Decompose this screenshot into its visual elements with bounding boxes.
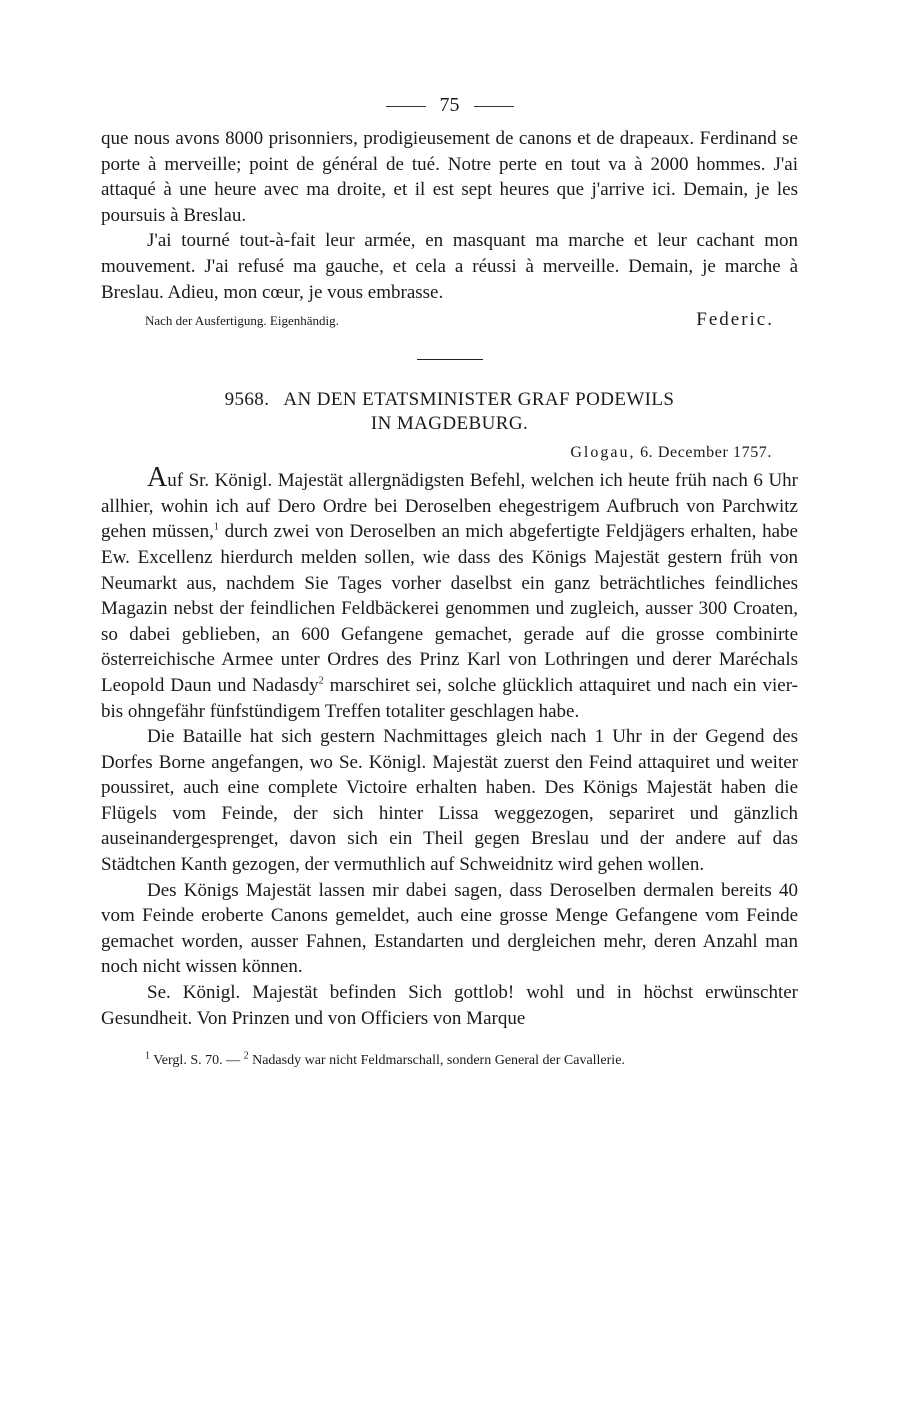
- document-number: 9568.: [224, 389, 270, 411]
- letter-footer: [101, 309, 798, 331]
- place-date-line: [101, 444, 772, 462]
- document-title-line1: AN DEN ETATSMINISTER GRAF PODEWILS: [283, 389, 675, 411]
- footnotes: [101, 1051, 798, 1071]
- source-note: Nach der Ausfertigung. Eigenhändig.: [145, 313, 339, 329]
- header-rule-right: [474, 106, 514, 107]
- document-heading: [101, 388, 798, 436]
- footnote-marker-1: 1: [145, 1050, 150, 1062]
- document-place: Glogau,: [570, 444, 636, 462]
- footnote-marker-2: 2: [243, 1050, 249, 1062]
- paragraph-text: durch zwei von Deroselben an mich abgefertigte Feldjägers erhalten, habe Ew. Excellenz hierdurch melden sollen, wie dass des Königs Majestät gestern früh von Neumarkt aus, nachdem Sie Tages vorher daselbst ein ganz beträchtliches feindliches Magazin nebst der feindlichen Feldbäckerei genommen und zugleich, ausser 300 Croaten, so dabei geblieben, an 600 Gefangene gemachet, gerade auf die grosse combinirte österreichische Armee unter Ordres des Prinz Karl von Lothringen und derer Maréchals Leopold Daun und Nadasdy: [101, 521, 798, 696]
- footnote-text-1: Vergl. S. 70. —: [150, 1053, 244, 1069]
- footnote-ref-2[interactable]: 2: [318, 675, 324, 687]
- footnote-2: [243, 1050, 625, 1069]
- book-page: [101, 88, 798, 1071]
- page-number: 75: [439, 94, 460, 116]
- signature: Federic.: [696, 309, 774, 331]
- document-paragraph: Die Bataille hat sich gestern Nachmittages gleich nach 1 Uhr in der Gegend des Dorfes Borne angefangen, wo Se. Königl. Majestät zuerst den Feind attaquiret und weiter poussiret, auch eine complete Victoire erhalten haben. Des Königs Majestät haben die Flügels vom Feinde, der sich hinter Lissa weggezogen, separiret und gänzlich auseinandergesprenget, davon sich ein Theil gegen Breslau und der andere auf das Städtchen Kanth gezogen, der vermuthlich auf Schweidnitz wird gehen wollen.: [101, 726, 798, 876]
- document-paragraph: Des Königs Majestät lassen mir dabei sagen, dass Deroselben dermalen bereits 40 vom Feinde eroberte Canons gemeldet, auch eine grosse Menge Gefangene vom Feinde gemachet worden, ausser Fahnen, Estandarten und dergleichen mehr, deren Anzahl man noch nicht wissen können.: [101, 879, 798, 978]
- footnote-ref-1[interactable]: 1: [213, 522, 219, 534]
- initial-letter: A: [147, 462, 168, 494]
- paragraph-text: uf Sr. Königl. Majestät allergnädigsten Befehl, welchen ich heute früh nach 6 Uhr allhier, wohin ich auf Dero Ordre bei Deroselben ehegestrigem Aufbruch von Parchwitz gehen müssen,: [101, 470, 798, 543]
- header-rule-left: [386, 106, 426, 107]
- footnote-text-2: Nadasdy war nicht Feldmarschall, sondern General der Cavallerie.: [248, 1053, 625, 1069]
- document-title-line2: IN MAGDEBURG.: [370, 413, 529, 435]
- footnote-1: [145, 1050, 244, 1069]
- document-paragraph: [101, 462, 798, 724]
- section-divider: [417, 359, 483, 360]
- paragraph-text: marschiret sei, solche glücklich attaquiret und nach ein vier- bis ohngefähr fünfstündigem Treffen totaliter geschlagen habe.: [101, 674, 798, 722]
- document-date: 6. December 1757.: [640, 444, 772, 462]
- letter-paragraph: J'ai tourné tout-à-fait leur armée, en masquant ma marche et leur cachant mon mouvement. J'ai refusé ma gauche, et cela a réussi à merveille. Demain, je marche à Breslau. Adieu, mon cœur, je vous embrasse.: [101, 230, 798, 303]
- page-header: [101, 88, 798, 122]
- document-paragraph: Se. Königl. Majestät befinden Sich gottlob! wohl und in höchst erwünschter Gesundheit. Von Prinzen und von Officiers von Marque: [101, 982, 798, 1029]
- letter-paragraph: que nous avons 8000 prisonniers, prodigieusement de canons et de drapeaux. Ferdinand se porte à merveille; point de général de tué. Notre perte en tout va à 2000 hommes. J'ai attaqué à une heure avec ma droite, et il est sept heures que j'arrive ici. Demain, je les poursuis à Breslau.: [101, 128, 798, 226]
